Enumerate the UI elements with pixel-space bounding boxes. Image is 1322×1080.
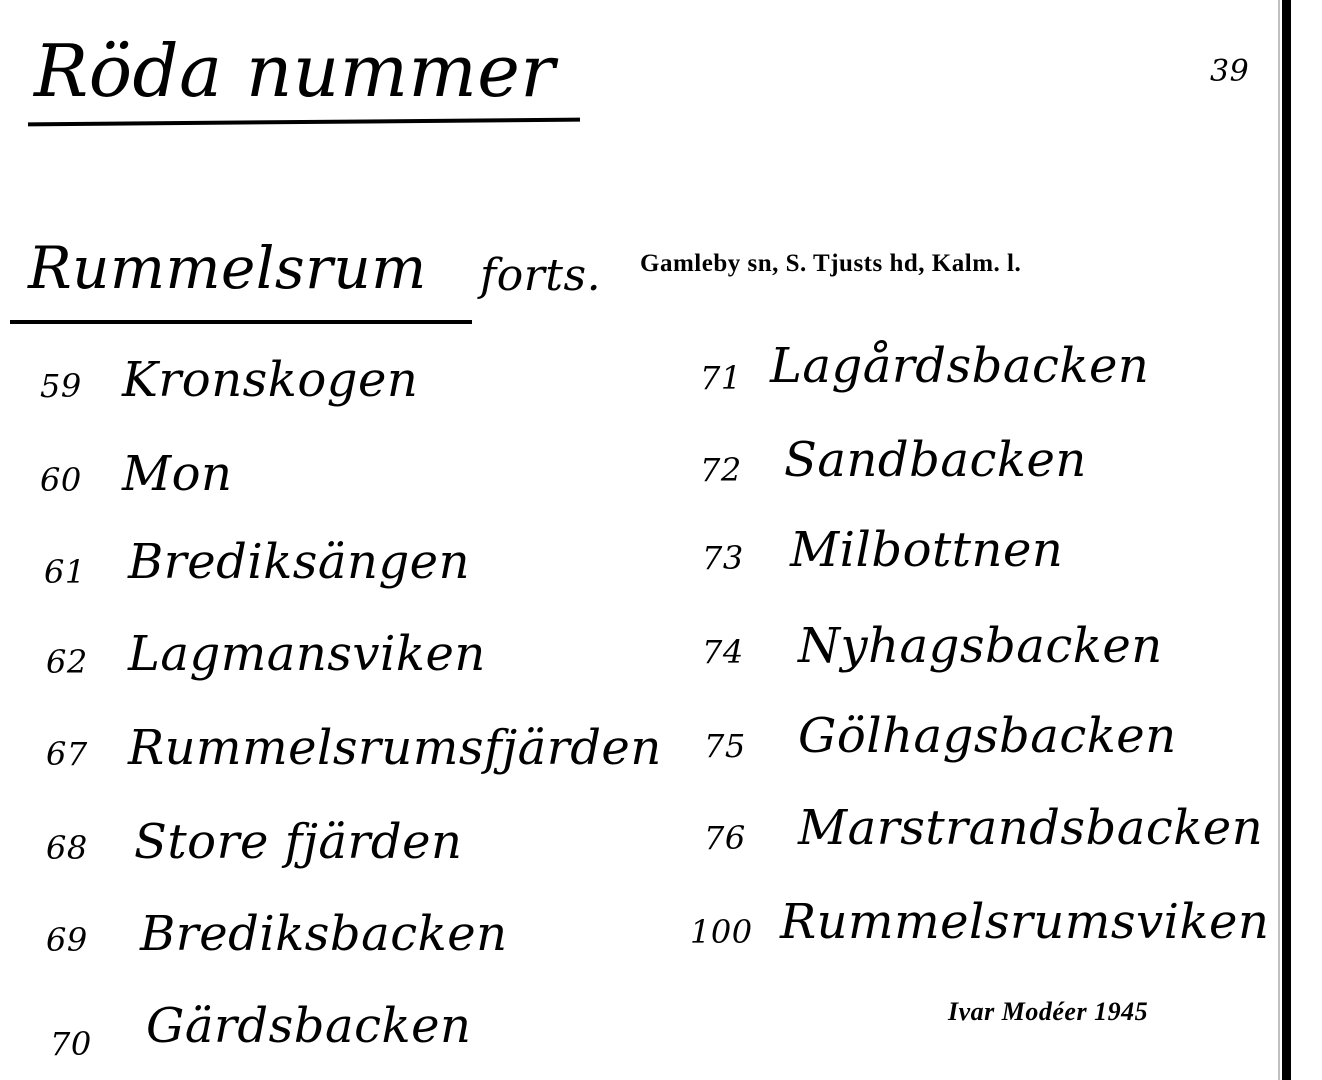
page-edge-shadow [1278,0,1280,1080]
entry-name: Brediksbacken [140,906,508,962]
entry-number: 67 [46,735,88,773]
section-underline [10,320,472,324]
entry-number: 70 [50,1025,92,1063]
entry-number: 59 [40,367,82,405]
entry-number: 61 [44,553,86,591]
entry-number: 69 [46,921,88,959]
entry-name: Mon [122,446,233,502]
title-underline [28,118,580,127]
entry-name: Lagårdsbacken [770,338,1150,394]
entry-name: Gärdsbacken [146,998,472,1054]
entry-name: Rummelsrumsfjärden [128,720,662,776]
entry-name: Rummelsrumsviken [780,894,1270,950]
entry-number: 100 [690,913,753,951]
entry-number: 68 [46,829,88,867]
entry-number: 62 [46,643,88,681]
section-continuation: forts. [480,250,602,301]
entry-name: Kronskogen [122,352,419,408]
section-heading: Rummelsrum [28,234,427,302]
entry-number: 71 [700,359,742,397]
entry-name: Store fjärden [134,814,463,870]
author-signature: Ivar Modéer 1945 [948,997,1149,1026]
entry-number: 72 [700,451,742,489]
entry-name: Milbottnen [790,522,1064,578]
entry-number: 60 [40,461,82,499]
entry-number: 76 [704,819,746,857]
entry-number: 74 [702,633,744,671]
entry-name: Gölhagsbacken [798,708,1177,764]
entry-number: 75 [704,727,746,765]
page-title: Röda nummer [34,29,556,113]
entry-name: Sandbacken [784,432,1087,488]
location-label: Gamleby sn, S. Tjusts hd, Kalm. l. [640,250,1022,277]
entry-number: 73 [702,539,744,577]
entry-name: Nyhagsbacken [798,618,1163,674]
entry-name: Lagmansviken [128,626,486,682]
page-number: 39 [1210,54,1250,89]
entry-name: Marstrandsbacken [798,800,1264,856]
page-edge-border [1282,0,1291,1080]
entry-name: Brediksängen [128,534,470,590]
